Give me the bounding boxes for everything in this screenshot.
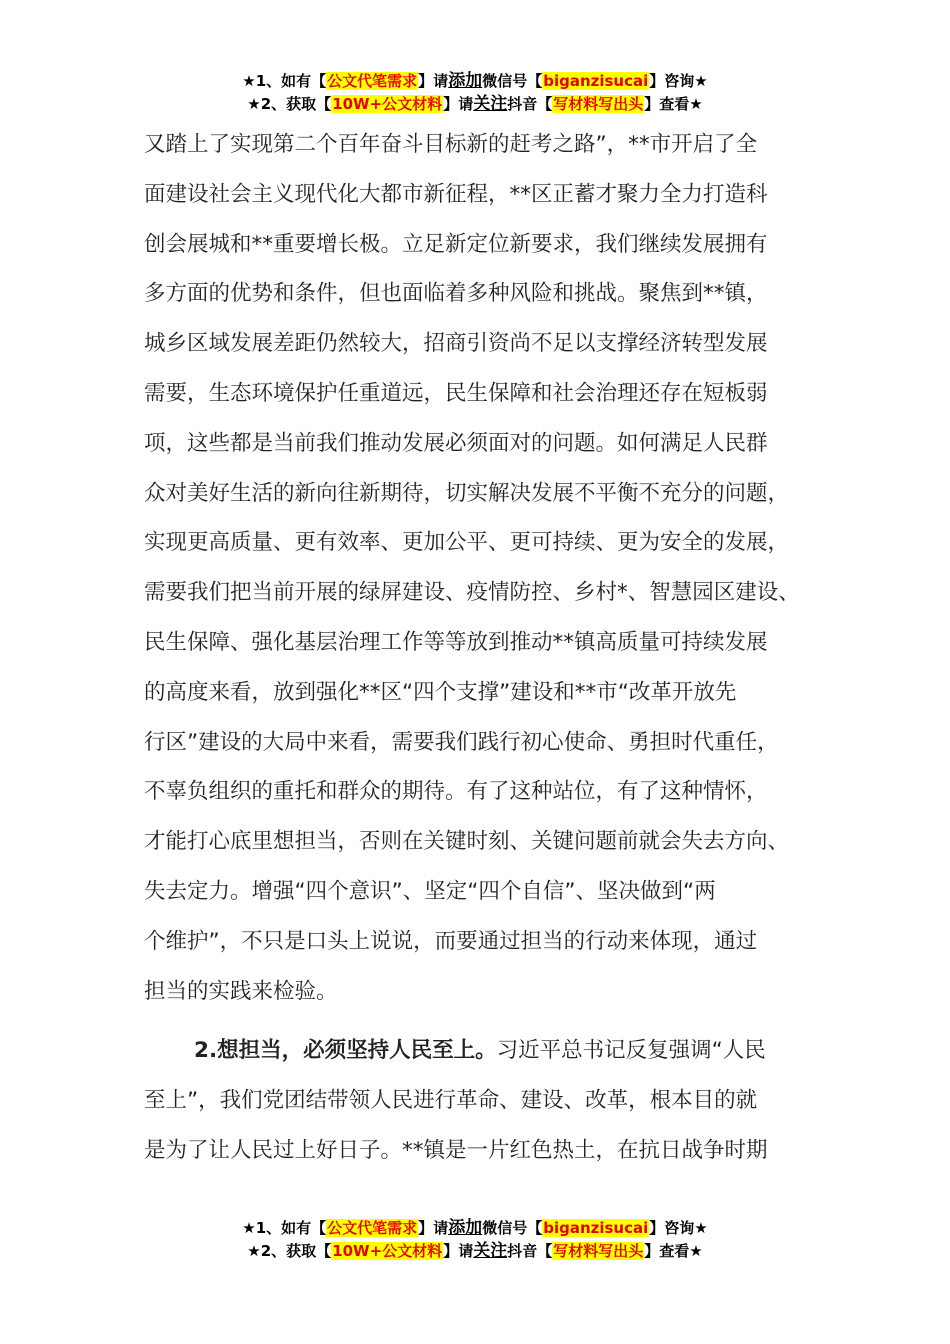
highlight-wechat-id: biganzisucai [543,72,649,90]
banner-text: 】请 [443,95,474,113]
text-line: 个维护”，不只是口头上说说，而要通过担当的行动来体现，通过 [144,928,758,954]
footer-banner [0,1217,950,1263]
banner-text: 】咨询★ [649,72,708,90]
banner-text: 抖音【 [507,1242,553,1260]
text-line: 担当的实践来检验。 [144,978,338,1004]
banner-text: 微信号【 [482,1219,543,1237]
text-line: 失去定力。增强“四个意识”、坚定“四个自信”、坚决做到“两 [144,878,716,904]
paragraph-1 [144,120,812,1016]
banner-text: 】查看★ [644,95,703,113]
banner-text: 】咨询★ [649,1219,708,1237]
banner-line-1 [0,1217,950,1240]
banner-text: ★1、如有【 [242,1219,327,1237]
highlight-materials: 10W+公文材料 [332,1242,443,1260]
header-banner [0,70,950,116]
highlight-service: 公文代笔需求 [327,72,418,90]
banner-text: ★2、获取【 [247,1242,332,1260]
text-line: 城乡区域发展差距仍然较大，招商引资尚不足以支撑经济转型发展 [144,331,768,357]
text-span: 习近平总书记反复强调“人民 [496,1038,766,1064]
text-line: 的高度来看，放到强化**区“四个支撑”建设和**市“改革开放先 [144,679,737,705]
section-heading: 2.想担当，必须坚持人民至上。 [194,1038,497,1064]
banner-text: ★1、如有【 [242,72,327,90]
underlined-word: 添加 [448,71,483,91]
document-body [144,120,812,1176]
underlined-word: 关注 [473,1241,508,1261]
text-line: 面建设社会主义现代化大都市新征程，**区正蓄才聚力全力打造科 [144,181,768,207]
text-line: 至上”，我们党团结带领人民进行革命、建设、改革，根本目的就 [144,1088,758,1114]
banner-text: 抖音【 [507,95,553,113]
text-line: 又踏上了实现第二个百年奋斗目标新的赶考之路”，**市开启了全 [144,132,758,157]
text-line: 众对美好生活的新向往新期待，切实解决发展不平衡不充分的问题， [144,480,790,506]
text-line: 创会展城和**重要增长极。立足新定位新要求，我们继续发展拥有 [144,231,768,257]
banner-text: 】请 [418,1219,449,1237]
text-line: 民生保障、强化基层治理工作等等放到推动**镇高质量可持续发展 [144,629,768,655]
text-line: 行区”建设的大局中来看，需要我们践行初心使命、勇担时代重任， [144,729,779,755]
banner-text: 微信号【 [482,72,543,90]
text-line: 需要我们把当前开展的绿屏建设、疫情防控、乡村*、智慧园区建设、 [144,580,800,606]
highlight-service: 公文代笔需求 [327,1219,418,1237]
text-line [144,1026,812,1076]
text-line: 不辜负组织的重托和群众的期待。有了这种站位，有了这种情怀， [144,779,768,805]
underlined-word: 关注 [473,94,508,114]
highlight-wechat-id: biganzisucai [543,1219,649,1237]
underlined-word: 添加 [448,1218,483,1238]
banner-text: ★2、获取【 [247,95,332,113]
highlight-douyin: 写材料写出头 [553,1242,644,1260]
text-line: 需要，生态环境保护任重道远，民生保障和社会治理还存在短板弱 [144,380,768,406]
highlight-douyin: 写材料写出头 [553,95,644,113]
banner-text: 】请 [443,1242,474,1260]
highlight-materials: 10W+公文材料 [332,95,443,113]
banner-text: 】请 [418,72,449,90]
banner-line-1 [0,70,950,93]
text-line: 是为了让人民过上好日子。**镇是一片红色热土，在抗日战争时期 [144,1137,768,1163]
text-line: 才能打心底里想担当，否则在关键时刻、关键问题前就会失去方向、 [144,829,790,855]
banner-line-2 [0,93,950,116]
text-line: 项，这些都是当前我们推动发展必须面对的问题。如何满足人民群 [144,430,768,456]
banner-line-2 [0,1240,950,1263]
text-line: 多方面的优势和条件，但也面临着多种风险和挑战。聚焦到**镇， [144,281,768,307]
paragraph-2 [144,1026,812,1175]
text-line: 实现更高质量、更有效率、更加公平、更可持续、更为安全的发展， [144,530,790,556]
banner-text: 】查看★ [644,1242,703,1260]
